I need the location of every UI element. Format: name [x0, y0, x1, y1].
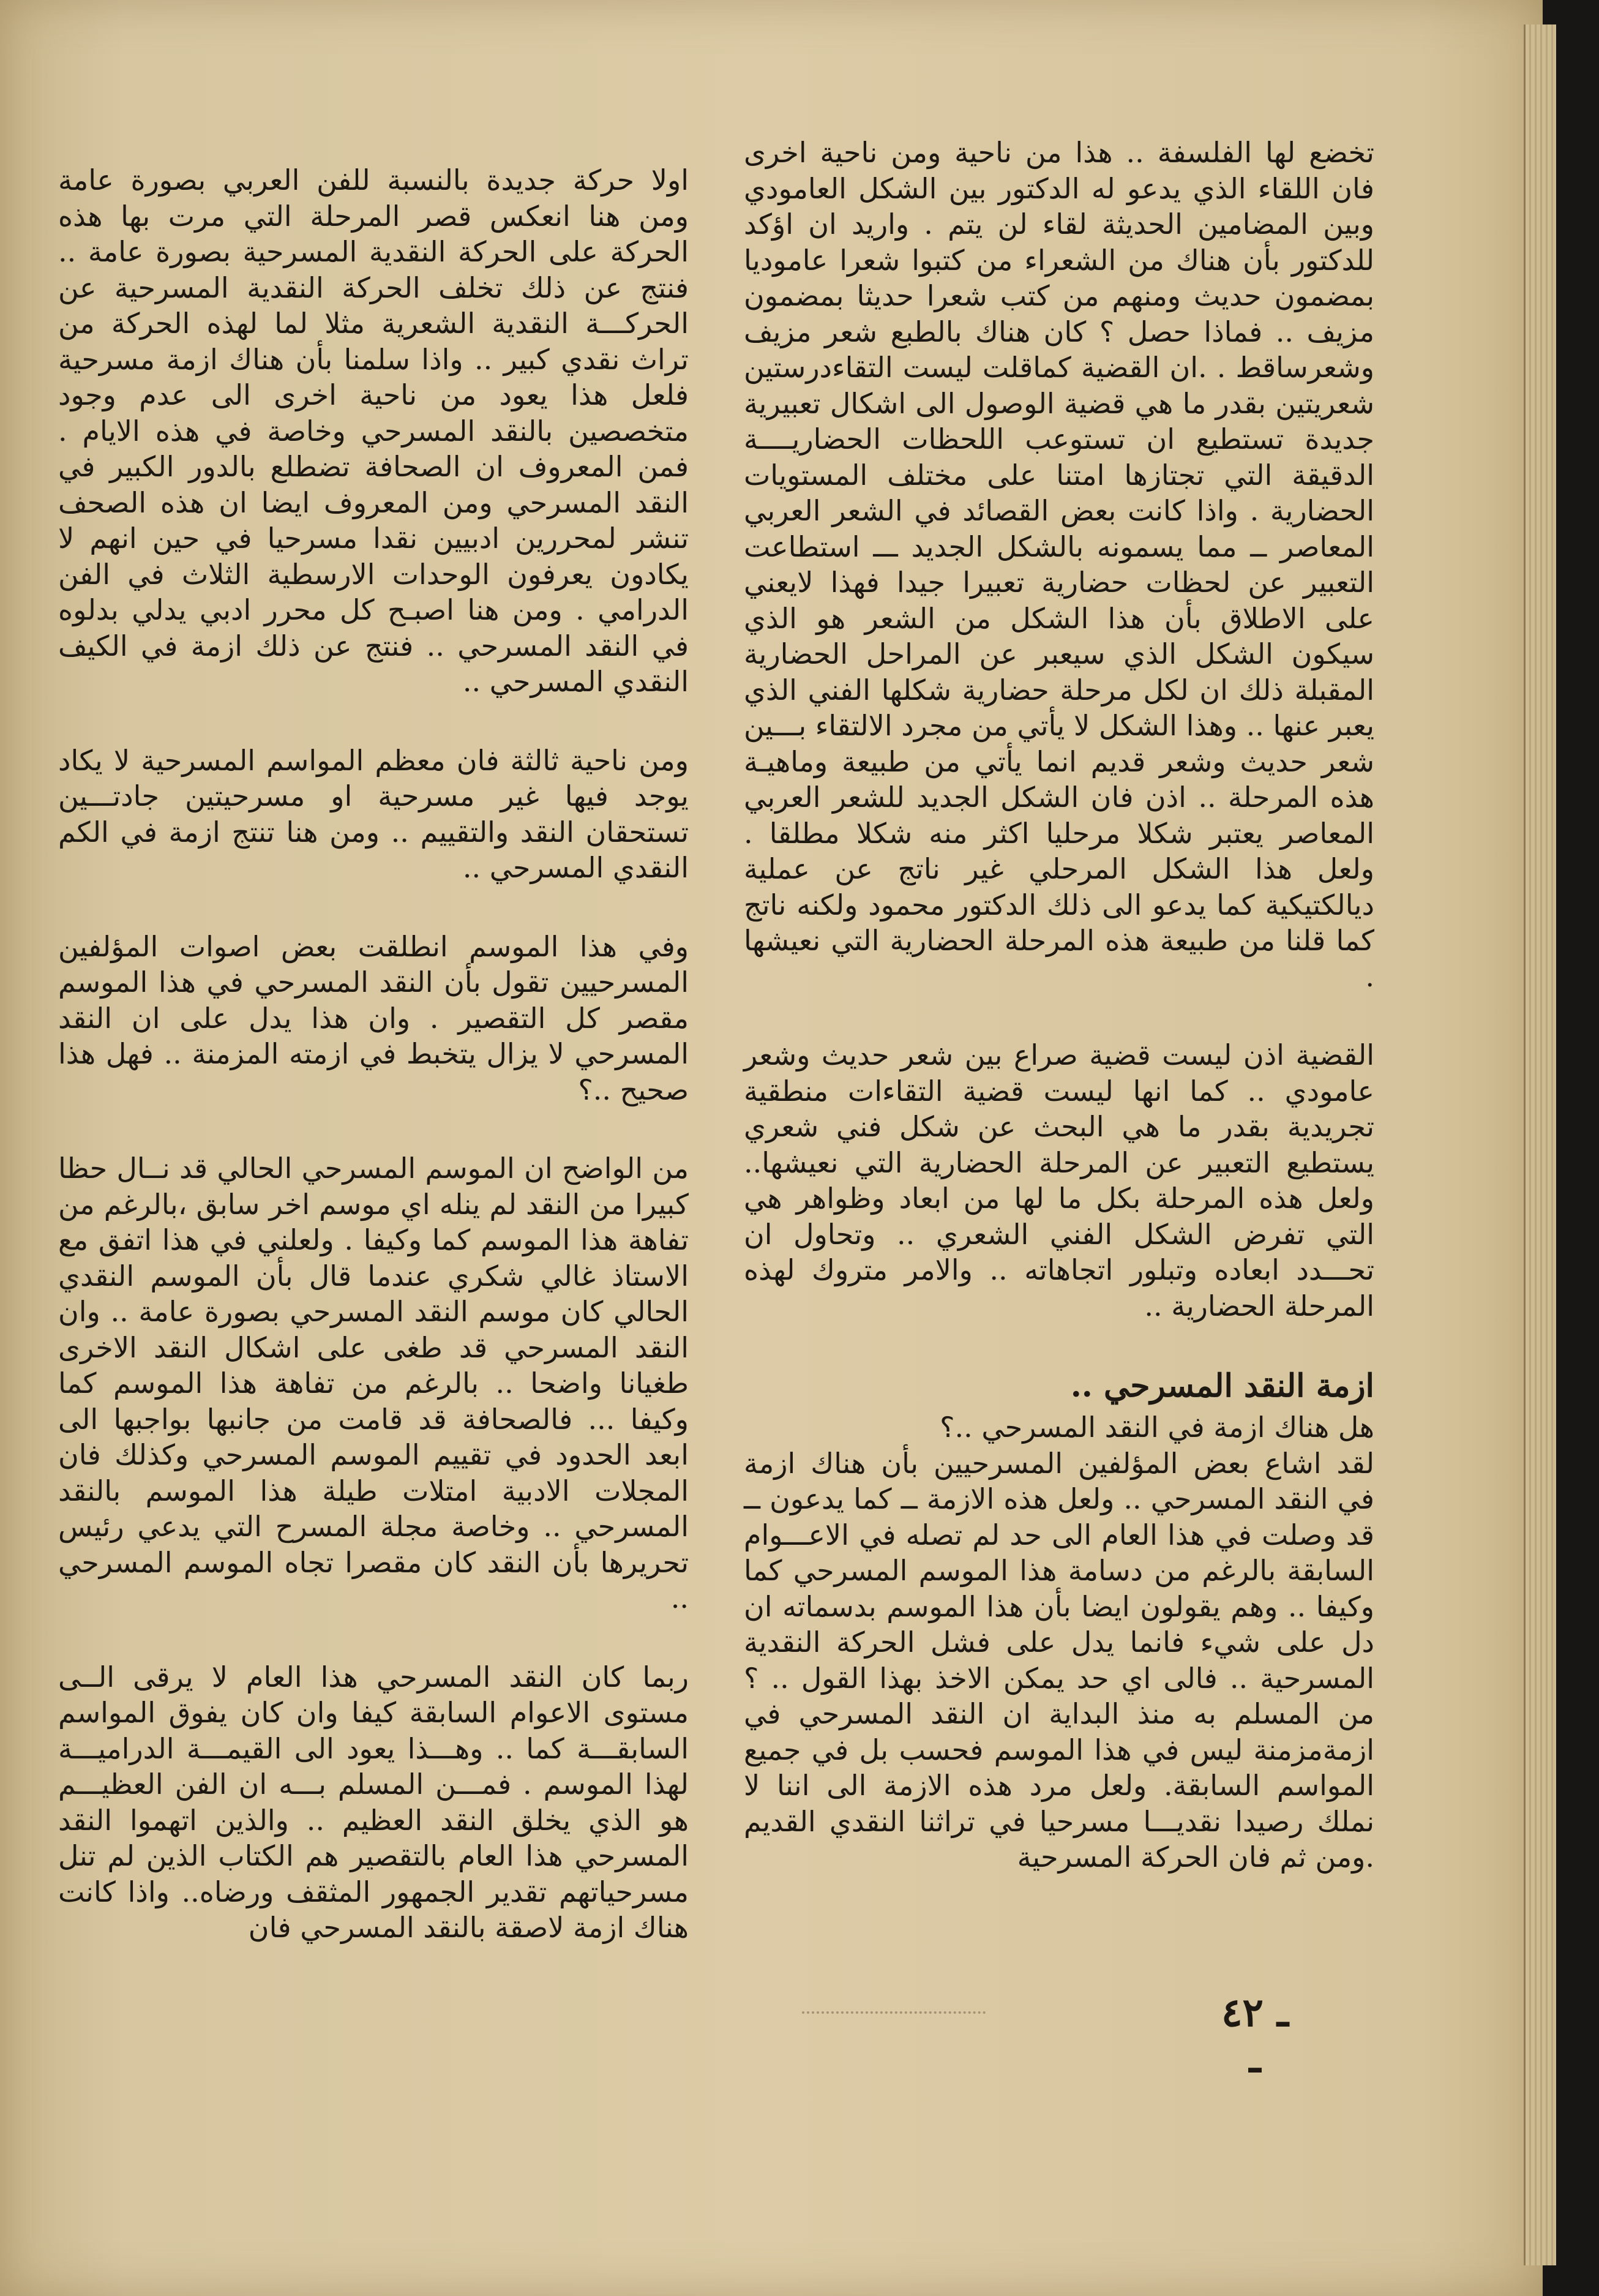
page-edge-stack [1524, 24, 1556, 2265]
paragraph: ومن ناحية ثالثة فان معظم المواسم المسرحية لا يكاد يوجد فيها غير مسرحية او مسرحيتين جادتـــين تستحقان النقد والتقييم .. ومن هنا تنتج ازمة في الكم النقدي المسرحي .. [58, 743, 689, 884]
paragraph: وفي هذا الموسم انطلقت بعض اصوات المؤلفين المسرحيين تقول بأن النقد المسرحي في هذا الموسم مقصر كل التقصير . وان هذا يدل على ان النقد المسرحي لا يزال يتخبط في ازمته المزمنة .. فهل هذا صحيح ..؟ [58, 929, 689, 1106]
right-text-column [744, 135, 1374, 1918]
footer-stamp-marks [802, 2011, 986, 2022]
page-number: ـ ٤٢ ـ [1221, 1990, 1289, 2082]
section-heading: ازمة النقد المسرحي .. [1070, 1367, 1374, 1405]
paragraph: تخضع لها الفلسفة .. هذا من ناحية ومن ناحية اخرى فان اللقاء الذي يدعو له الدكتور بين الشكل العامودي وبين المضامين الحديثة لقاء لن يتم . واريد ان اؤكد للدكتور بأن هناك من الشعراء من كتبوا شعرا عاموديا بمضمون حديث ومنهم من كتب شعرا حديثا بمضمون مزيف .. فماذا حصل ؟ كان هناك بالطبع شعر مزيف وشعرساقط . .ان القضية كماقلت ليست التقاءدرستين شعريتين بقدر ما هي قضية الوصول الى اشكال تعبيرية جديدة تستطيع ان تستوعب اللحظات الحضاريــــة الدقيقة التي تجتازها امتنا على مختلف المستويات الحضارية . واذا كانت بعض القصائد في الشعر العربي المعاصر ــ مما يسمونه بالشكل الجديد ـــ استطاعت التعبير عن لحظات حضارية تعبيرا جيدا فهذا لايعني على الاطلاق بأن هذا الشكل من الشعر هو الذي سيكون الشكل الذي سيعبر عن المراحل الحضارية المقبلة ذلك ان لكل مرحلة حضارية شكلها الفني الذي يعبر عنها .. وهذا الشكل لا يأتي من مجرد الالتقاء بـــين شعر حديث وشعر قديم انما يأتي من طبيعة وماهيـة هذه المرحلة .. اذن فان الشكل الجديد للشعر العربي المعاصر يعتبر شكلا مرحليا اكثر منه شكلا مطلقا . ولعل هذا الشكل المرحلي غير ناتج عن عملية ديالكتيكية كما يدعو الى ذلك الدكتور محمود ولكنه ناتج كما قلنا من طبيعة هذه المرحلة الحضارية التي نعيشها . [744, 136, 1374, 993]
paragraph: اولا حركة جديدة بالنسبة للفن العربي بصورة عامة ومن هنا انعكس قصر المرحلة التي مرت بها هذه الحركة على الحركة النقدية المسرحية بصورة عامة .. فنتج عن ذلك تخلف الحركة النقدية المسرحية عن الحركـــة النقدية الشعرية مثلا لما لهذه الحركة من تراث نقدي كبير .. واذا سلمنا بأن هناك ازمة مسرحية فلعل هذا يعود من ناحية اخرى الى عدم وجود متخصصين بالنقد المسرحي وخاصة في هذه الايام . فمن المعروف ان الصحافة تضطلع بالدور الكبير في النقد المسرحي ومن المعروف ايضا ان هذه الصحف تنشر لمحررين ادبيين نقدا مسرحيا في حين انهم لا يكادون يعرفون الوحدات الارسطية الثلاث في الفن الدرامي . ومن هنا اصبـح كل محرر ادبي يدلي بدلوه في النقد المسرحي .. فنتج عن ذلك ازمة في الكيف النقدي المسرحي .. [58, 163, 689, 698]
paragraph: من الواضح ان الموسم المسرحي الحالي قد نــال حظا كبيرا من النقد لم ينله اي موسم اخر سابق ،بالرغم من تفاهة هذا الموسم كما وكيفا . ولعلني في هذا اتفق مع الاستاذ غالي شكري عندما قال بأن الموسم النقدي الحالي كان موسم النقد المسرحي بصورة عامة .. وان النقد المسرحي قد طغى على اشكال النقد الاخرى طغيانا واضحا .. بالرغم من تفاهة هذا الموسم كما وكيفا ... فالصحافة قد قامت من جانبها بواجبها الى ابعد الحدود في تقييم الموسم المسرحي وكذلك فان المجلات الادبية امتلات طيلة هذا الموسم بالنقد المسرحي .. وخاصة مجلة المسرح التي يدعي رئيس تحريرها بأن النقد كان مقصرا تجاه الموسم المسرحي .. [58, 1152, 689, 1615]
left-text-column [58, 162, 689, 1989]
paragraph: ربما كان النقد المسرحي هذا العام لا يرقى الــى مستوى الاعوام السابقة كيفا وان كان يفوق المواسم السابقـــة كما .. وهـــذا يعود الى القيمـــة الدراميـــة لهذا الموسم . فمـــن المسلم بـــه ان الفن العظيـــم هو الذي يخلق النقد العظيم .. والذين اتهموا النقد المسرحي هذا العام بالتقصير هم الكتاب الذين لم تنل مسرحياتهم تقدير الجمهور المثقف ورضاه.. واذا كانت هناك ازمة لاصقة بالنقد المسرحي فان [58, 1660, 689, 1944]
paragraph: هل هناك ازمة في النقد المسرحي ..؟ [940, 1411, 1374, 1444]
paragraph: لقد اشاع بعض المؤلفين المسرحيين بأن هناك ازمة في النقد المسرحي .. ولعل هذه الازمة ــ كما يدعون ــ قد وصلت في هذا العام الى حد لم تصله في الاعـــوام السابقة بالرغم من دسامة هذا الموسم المسرحي كما وكيفا .. وهم يقولون ايضا بأن هذا الموسم بدسماته ان دل على شيء فانما يدل على فشل الحركة النقدية المسرحية .. فالى اي حد يمكن الاخذ بهذا القول .. ؟ من المسلم به منذ البداية ان النقد المسرحي في ازمةمزمنة ليس في هذا الموسم فحسب بل في جميع المواسم السابقة. ولعل مرد هذه الازمة الى اننا لا نملك رصيدا نقديـــا مسرحيا في تراثنا النقدي القديم .ومن ثم فان الحركة المسرحية [744, 1446, 1374, 1874]
paragraph: القضية اذن ليست قضية صراع بين شعر حديث وشعر عامودي .. كما انها ليست قضية التقاءات منطقية تجريدية بقدر ما هي البحث عن شكل فني شعري يستطيع التعبير عن المرحلة الحضارية التي نعيشها.. ولعل هذه المرحلة بكل ما لها من ابعاد وظواهر هي التي تفرض الشكل الفني الشعري .. وتحاول ان تحـــدد ابعاده وتبلور اتجاهاته .. والامر متروك لهذه المرحلة الحضارية .. [744, 1038, 1374, 1322]
